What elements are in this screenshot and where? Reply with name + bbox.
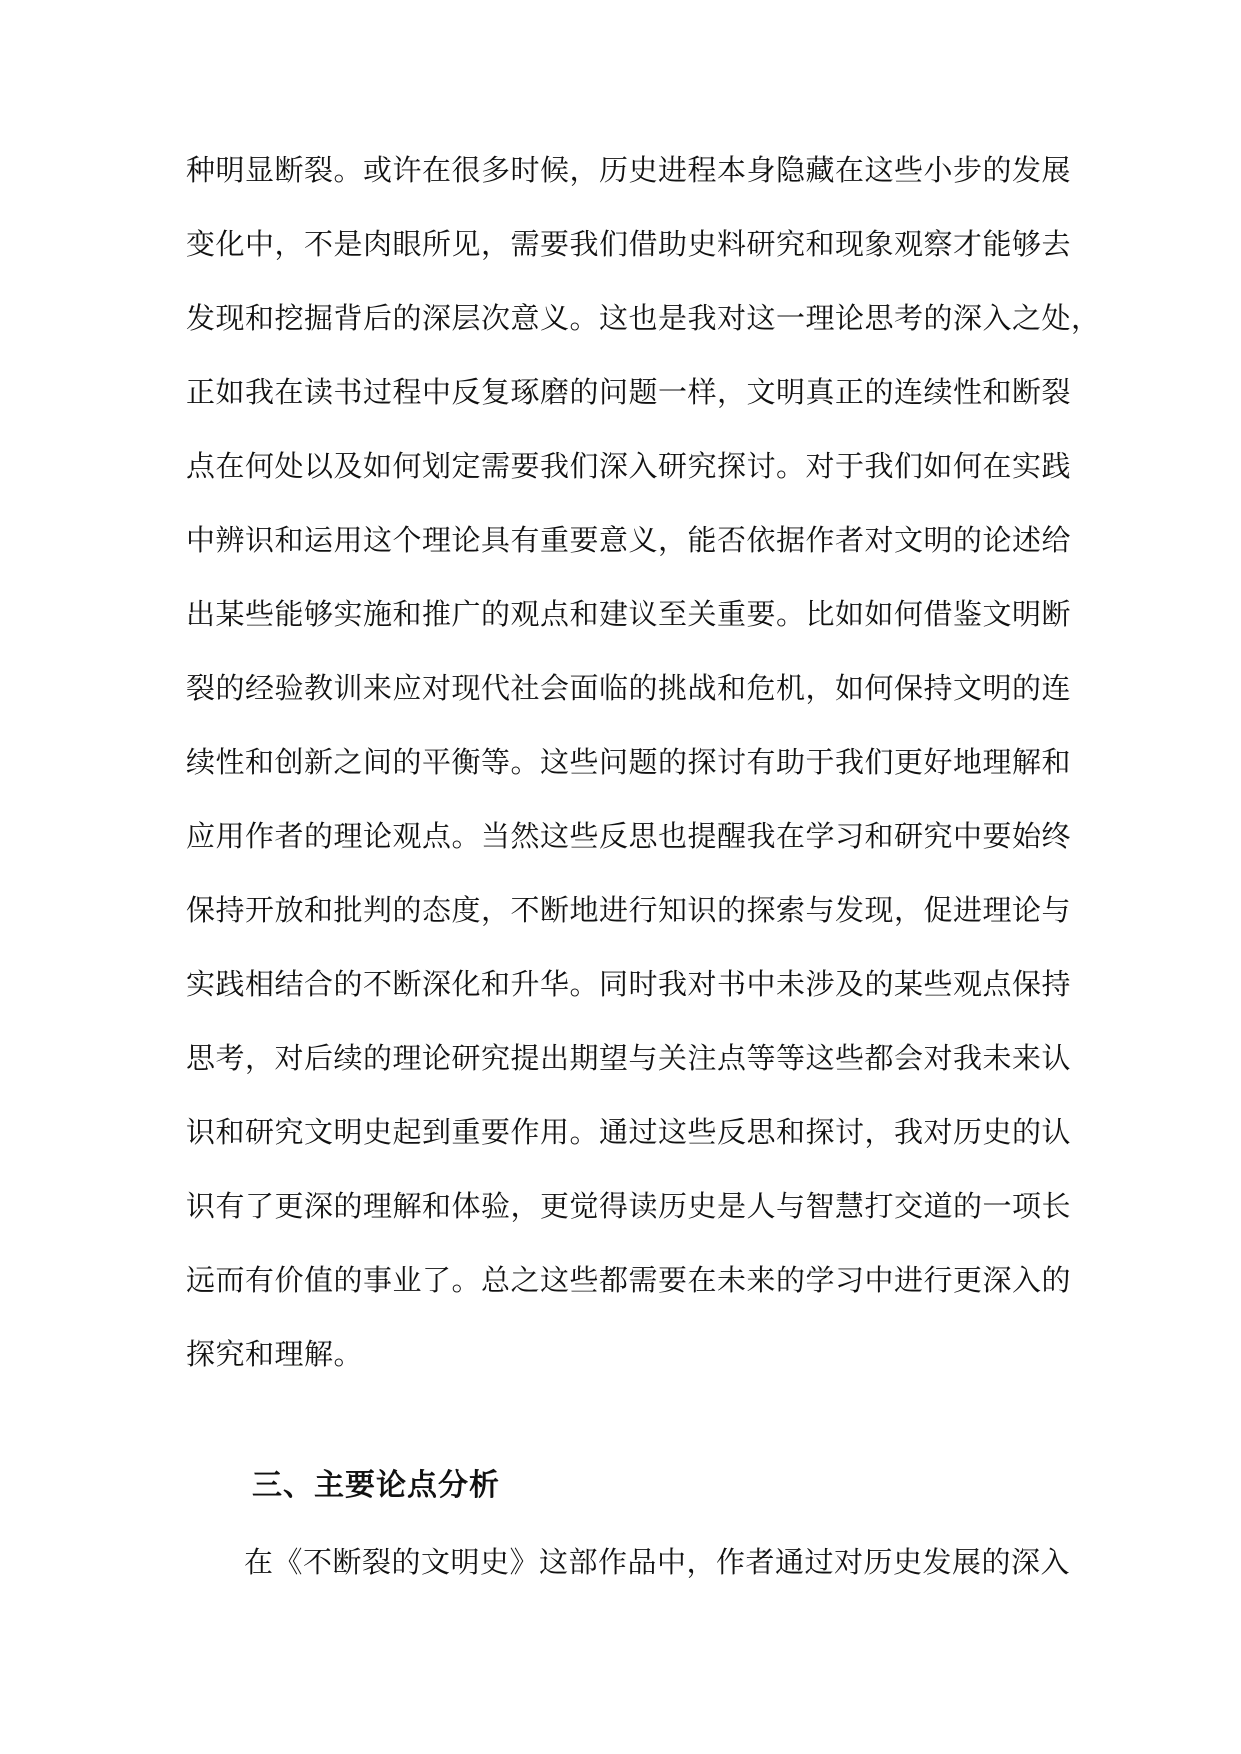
paragraph-line: 发现和挖掘背后的深层次意义。这也是我对这一理论思考的深入之处， <box>186 301 1101 335</box>
paragraph-line: 应用作者的理论观点。当然这些反思也提醒我在学习和研究中要始终 <box>186 819 1072 853</box>
paragraph-line: 变化中，不是肉眼所见，需要我们借助史料研究和现象观察才能够去 <box>186 227 1072 261</box>
body-paragraph <box>186 138 1101 1396</box>
paragraph-line: 中辨识和运用这个理论具有重要意义，能否依据作者对文明的论述给 <box>186 523 1072 557</box>
paragraph-line: 思考，对后续的理论研究提出期望与关注点等等这些都会对我未来认 <box>186 1041 1072 1075</box>
body-paragraph-2 <box>186 1530 1071 1604</box>
paragraph-line: 识有了更深的理解和体验，更觉得读历史是人与智慧打交道的一项长 <box>186 1189 1072 1223</box>
paragraph-line: 种明显断裂。或许在很多时候，历史进程本身隐藏在这些小步的发展 <box>186 153 1072 187</box>
paragraph-line: 出某些能够实施和推广的观点和建议至关重要。比如如何借鉴文明断 <box>186 597 1072 631</box>
paragraph-line: 保持开放和批判的态度，不断地进行知识的探索与发现，促进理论与 <box>186 893 1072 927</box>
paragraph-line: 在《不断裂的文明史》这部作品中，作者通过对历史发展的深入 <box>244 1545 1071 1579</box>
paragraph-line: 实践相结合的不断深化和升华。同时我对书中未涉及的某些观点保持 <box>186 967 1072 1001</box>
section-heading: 三、主要论点分析 <box>252 1468 500 1503</box>
paragraph-line: 裂的经验教训来应对现代社会面临的挑战和危机，如何保持文明的连 <box>186 671 1072 705</box>
paragraph-line: 点在何处以及如何划定需要我们深入研究探讨。对于我们如何在实践 <box>186 449 1072 483</box>
paragraph-line: 探究和理解。 <box>186 1337 364 1371</box>
paragraph-line: 识和研究文明史起到重要作用。通过这些反思和探讨，我对历史的认 <box>186 1115 1072 1149</box>
paragraph-line: 正如我在读书过程中反复琢磨的问题一样，文明真正的连续性和断裂 <box>186 375 1072 409</box>
paragraph-line: 续性和创新之间的平衡等。这些问题的探讨有助于我们更好地理解和 <box>186 745 1072 779</box>
paragraph-line: 远而有价值的事业了。总之这些都需要在未来的学习中进行更深入的 <box>186 1263 1072 1297</box>
